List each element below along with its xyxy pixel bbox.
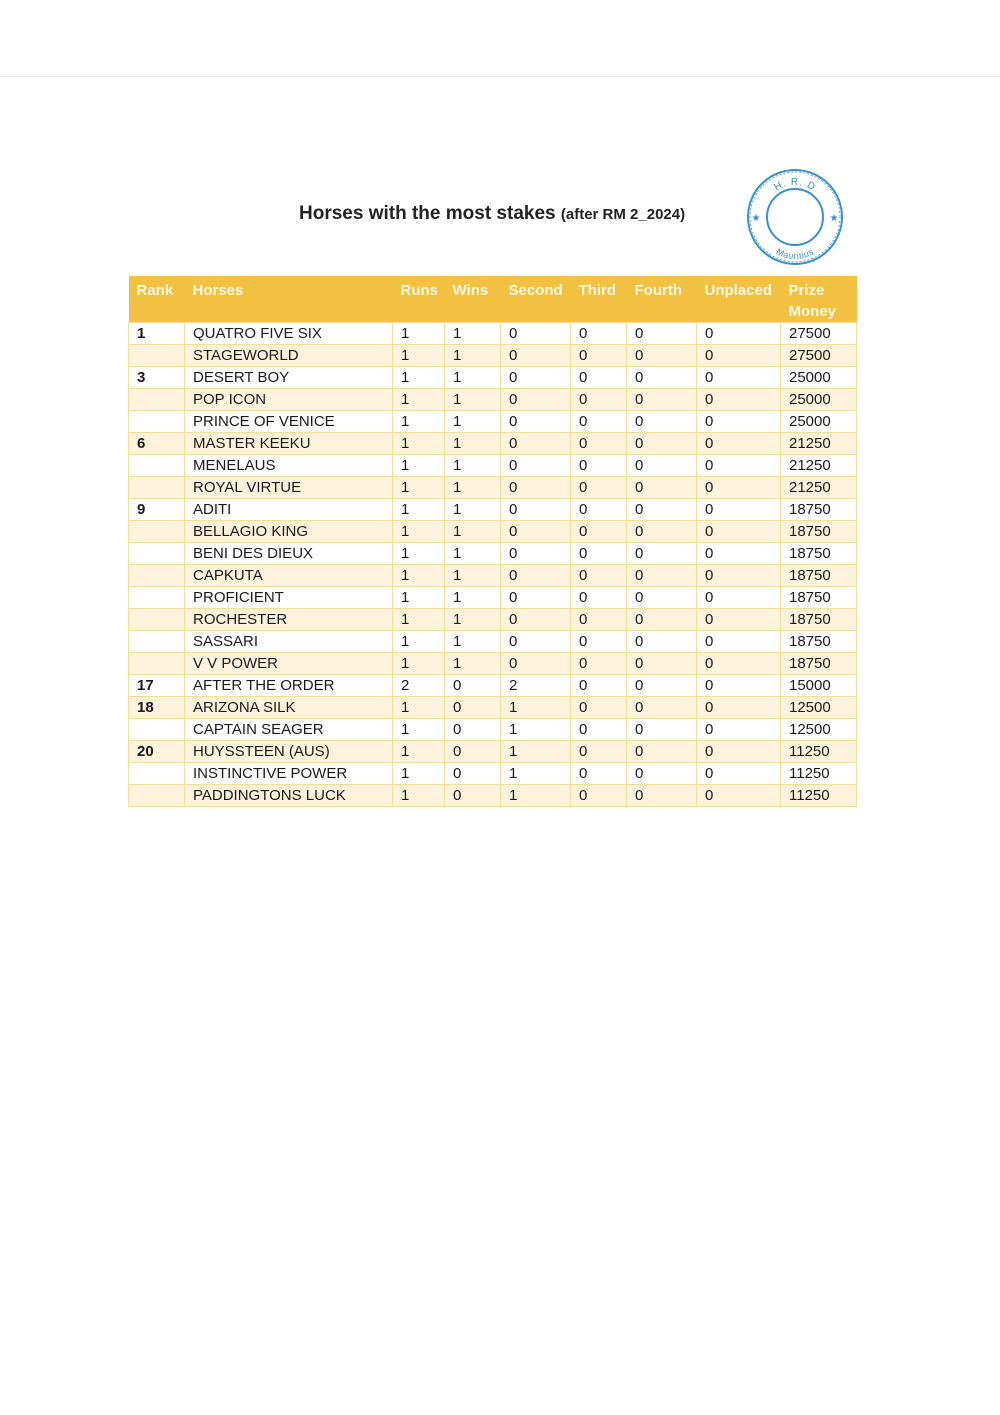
cell-prize: 11250 bbox=[781, 785, 857, 807]
cell-wins: 1 bbox=[445, 323, 501, 345]
cell-third: 0 bbox=[571, 697, 627, 719]
cell-second: 1 bbox=[501, 763, 571, 785]
header-horses: Horses bbox=[185, 276, 393, 323]
cell-horse: CAPKUTA bbox=[185, 565, 393, 587]
cell-second: 0 bbox=[501, 345, 571, 367]
cell-fourth: 0 bbox=[627, 411, 697, 433]
cell-fourth: 0 bbox=[627, 675, 697, 697]
cell-rank bbox=[129, 411, 185, 433]
cell-runs: 1 bbox=[393, 389, 445, 411]
header-prize-line2: Money bbox=[788, 303, 837, 320]
cell-runs: 1 bbox=[393, 565, 445, 587]
cell-unplaced: 0 bbox=[697, 345, 781, 367]
cell-unplaced: 0 bbox=[697, 741, 781, 763]
cell-rank bbox=[129, 521, 185, 543]
cell-wins: 0 bbox=[445, 697, 501, 719]
cell-prize: 25000 bbox=[781, 389, 857, 411]
stamp-star-left-icon: ★ bbox=[751, 213, 761, 224]
cell-runs: 1 bbox=[393, 631, 445, 653]
table-row bbox=[129, 763, 857, 785]
table-row bbox=[129, 587, 857, 609]
cell-horse: PADDINGTONS LUCK bbox=[185, 785, 393, 807]
cell-fourth: 0 bbox=[627, 323, 697, 345]
cell-wins: 0 bbox=[445, 741, 501, 763]
table-row bbox=[129, 785, 857, 807]
cell-second: 0 bbox=[501, 477, 571, 499]
cell-fourth: 0 bbox=[627, 587, 697, 609]
cell-rank bbox=[129, 477, 185, 499]
cell-horse: MENELAUS bbox=[185, 455, 393, 477]
cell-prize: 27500 bbox=[781, 345, 857, 367]
cell-rank bbox=[129, 389, 185, 411]
cell-wins: 1 bbox=[445, 653, 501, 675]
cell-fourth: 0 bbox=[627, 631, 697, 653]
cell-prize: 15000 bbox=[781, 675, 857, 697]
header-third: Third bbox=[571, 276, 627, 323]
cell-prize: 25000 bbox=[781, 411, 857, 433]
cell-prize: 11250 bbox=[781, 741, 857, 763]
cell-rank: 9 bbox=[129, 499, 185, 521]
cell-third: 0 bbox=[571, 741, 627, 763]
cell-unplaced: 0 bbox=[697, 675, 781, 697]
table-row bbox=[129, 367, 857, 389]
cell-prize: 18750 bbox=[781, 565, 857, 587]
cell-third: 0 bbox=[571, 499, 627, 521]
cell-horse: MASTER KEEKU bbox=[185, 433, 393, 455]
cell-unplaced: 0 bbox=[697, 521, 781, 543]
cell-horse: PROFICIENT bbox=[185, 587, 393, 609]
cell-runs: 1 bbox=[393, 609, 445, 631]
cell-unplaced: 0 bbox=[697, 477, 781, 499]
cell-rank bbox=[129, 719, 185, 741]
cell-wins: 0 bbox=[445, 719, 501, 741]
cell-third: 0 bbox=[571, 477, 627, 499]
table-row bbox=[129, 477, 857, 499]
cell-rank bbox=[129, 345, 185, 367]
cell-wins: 1 bbox=[445, 543, 501, 565]
cell-rank: 18 bbox=[129, 697, 185, 719]
cell-prize: 21250 bbox=[781, 433, 857, 455]
cell-second: 1 bbox=[501, 741, 571, 763]
header-prize-line1: Prize bbox=[788, 282, 825, 299]
cell-third: 0 bbox=[571, 785, 627, 807]
cell-runs: 1 bbox=[393, 499, 445, 521]
table-row bbox=[129, 653, 857, 675]
cell-fourth: 0 bbox=[627, 609, 697, 631]
cell-rank bbox=[129, 763, 185, 785]
header-fourth: Fourth bbox=[627, 276, 697, 323]
table-body bbox=[129, 323, 857, 807]
cell-third: 0 bbox=[571, 675, 627, 697]
cell-prize: 11250 bbox=[781, 763, 857, 785]
cell-wins: 1 bbox=[445, 389, 501, 411]
header-rank: Rank bbox=[129, 276, 185, 323]
cell-wins: 0 bbox=[445, 763, 501, 785]
cell-unplaced: 0 bbox=[697, 697, 781, 719]
cell-unplaced: 0 bbox=[697, 367, 781, 389]
page-edge-line bbox=[0, 76, 1000, 77]
cell-second: 0 bbox=[501, 323, 571, 345]
cell-runs: 1 bbox=[393, 477, 445, 499]
cell-prize: 18750 bbox=[781, 631, 857, 653]
cell-third: 0 bbox=[571, 367, 627, 389]
header-prize-money bbox=[781, 276, 857, 323]
cell-runs: 1 bbox=[393, 741, 445, 763]
cell-wins: 0 bbox=[445, 675, 501, 697]
cell-runs: 1 bbox=[393, 653, 445, 675]
cell-wins: 1 bbox=[445, 565, 501, 587]
table-row bbox=[129, 631, 857, 653]
table-header-row bbox=[129, 276, 857, 323]
cell-prize: 25000 bbox=[781, 367, 857, 389]
cell-horse: ARIZONA SILK bbox=[185, 697, 393, 719]
cell-third: 0 bbox=[571, 565, 627, 587]
stamp-top-text: H. R. D bbox=[772, 177, 818, 194]
cell-horse: AFTER THE ORDER bbox=[185, 675, 393, 697]
cell-fourth: 0 bbox=[627, 565, 697, 587]
cell-unplaced: 0 bbox=[697, 785, 781, 807]
cell-unplaced: 0 bbox=[697, 455, 781, 477]
cell-fourth: 0 bbox=[627, 763, 697, 785]
cell-third: 0 bbox=[571, 389, 627, 411]
svg-text:H. R. D bbox=[772, 177, 817, 193]
cell-rank bbox=[129, 653, 185, 675]
header-runs: Runs bbox=[393, 276, 445, 323]
cell-fourth: 0 bbox=[627, 345, 697, 367]
cell-unplaced: 0 bbox=[697, 389, 781, 411]
table-row bbox=[129, 565, 857, 587]
cell-second: 0 bbox=[501, 499, 571, 521]
cell-runs: 1 bbox=[393, 367, 445, 389]
cell-fourth: 0 bbox=[627, 785, 697, 807]
cell-second: 1 bbox=[501, 697, 571, 719]
cell-second: 0 bbox=[501, 609, 571, 631]
cell-wins: 1 bbox=[445, 367, 501, 389]
cell-runs: 1 bbox=[393, 521, 445, 543]
title-main: Horses with the most stakes bbox=[299, 203, 556, 224]
cell-rank: 1 bbox=[129, 323, 185, 345]
cell-unplaced: 0 bbox=[697, 719, 781, 741]
cell-runs: 1 bbox=[393, 785, 445, 807]
table-row bbox=[129, 389, 857, 411]
cell-third: 0 bbox=[571, 323, 627, 345]
cell-fourth: 0 bbox=[627, 477, 697, 499]
cell-horse: BELLAGIO KING bbox=[185, 521, 393, 543]
table-row bbox=[129, 345, 857, 367]
cell-wins: 1 bbox=[445, 631, 501, 653]
cell-wins: 1 bbox=[445, 587, 501, 609]
cell-runs: 1 bbox=[393, 455, 445, 477]
cell-runs: 1 bbox=[393, 433, 445, 455]
cell-runs: 1 bbox=[393, 763, 445, 785]
cell-second: 0 bbox=[501, 433, 571, 455]
cell-horse: V V POWER bbox=[185, 653, 393, 675]
cell-prize: 18750 bbox=[781, 587, 857, 609]
cell-second: 0 bbox=[501, 411, 571, 433]
table-row bbox=[129, 719, 857, 741]
cell-wins: 1 bbox=[445, 609, 501, 631]
cell-rank bbox=[129, 455, 185, 477]
cell-unplaced: 0 bbox=[697, 323, 781, 345]
cell-second: 0 bbox=[501, 543, 571, 565]
cell-prize: 18750 bbox=[781, 609, 857, 631]
cell-third: 0 bbox=[571, 609, 627, 631]
cell-horse: DESERT BOY bbox=[185, 367, 393, 389]
cell-rank bbox=[129, 785, 185, 807]
cell-second: 0 bbox=[501, 565, 571, 587]
cell-wins: 1 bbox=[445, 455, 501, 477]
table-row bbox=[129, 455, 857, 477]
cell-runs: 1 bbox=[393, 345, 445, 367]
cell-prize: 21250 bbox=[781, 477, 857, 499]
table-row bbox=[129, 499, 857, 521]
table-row bbox=[129, 521, 857, 543]
cell-third: 0 bbox=[571, 653, 627, 675]
cell-prize: 18750 bbox=[781, 499, 857, 521]
cell-wins: 1 bbox=[445, 521, 501, 543]
cell-prize: 18750 bbox=[781, 653, 857, 675]
cell-horse: PRINCE OF VENICE bbox=[185, 411, 393, 433]
cell-third: 0 bbox=[571, 521, 627, 543]
table-row bbox=[129, 675, 857, 697]
cell-prize: 18750 bbox=[781, 521, 857, 543]
cell-prize: 27500 bbox=[781, 323, 857, 345]
cell-runs: 1 bbox=[393, 719, 445, 741]
cell-fourth: 0 bbox=[627, 719, 697, 741]
table-row bbox=[129, 697, 857, 719]
cell-runs: 1 bbox=[393, 543, 445, 565]
cell-horse: BENI DES DIEUX bbox=[185, 543, 393, 565]
table-row bbox=[129, 741, 857, 763]
cell-horse: POP ICON bbox=[185, 389, 393, 411]
cell-horse: INSTINCTIVE POWER bbox=[185, 763, 393, 785]
cell-second: 0 bbox=[501, 389, 571, 411]
cell-rank: 20 bbox=[129, 741, 185, 763]
table-row bbox=[129, 609, 857, 631]
cell-fourth: 0 bbox=[627, 741, 697, 763]
cell-second: 1 bbox=[501, 719, 571, 741]
cell-fourth: 0 bbox=[627, 543, 697, 565]
cell-unplaced: 0 bbox=[697, 565, 781, 587]
cell-unplaced: 0 bbox=[697, 763, 781, 785]
svg-text:Mauritius bbox=[775, 246, 816, 261]
cell-horse: SASSARI bbox=[185, 631, 393, 653]
header-second: Second bbox=[501, 276, 571, 323]
cell-fourth: 0 bbox=[627, 653, 697, 675]
cell-fourth: 0 bbox=[627, 389, 697, 411]
cell-horse: QUATRO FIVE SIX bbox=[185, 323, 393, 345]
cell-rank bbox=[129, 565, 185, 587]
cell-wins: 1 bbox=[445, 477, 501, 499]
cell-rank bbox=[129, 631, 185, 653]
cell-unplaced: 0 bbox=[697, 411, 781, 433]
cell-second: 0 bbox=[501, 631, 571, 653]
cell-runs: 1 bbox=[393, 411, 445, 433]
cell-second: 0 bbox=[501, 455, 571, 477]
cell-third: 0 bbox=[571, 455, 627, 477]
cell-third: 0 bbox=[571, 719, 627, 741]
cell-second: 0 bbox=[501, 653, 571, 675]
cell-third: 0 bbox=[571, 587, 627, 609]
cell-fourth: 0 bbox=[627, 433, 697, 455]
cell-rank: 3 bbox=[129, 367, 185, 389]
cell-third: 0 bbox=[571, 433, 627, 455]
stakes-table bbox=[128, 276, 857, 807]
cell-rank bbox=[129, 609, 185, 631]
stamp-bottom-text: Mauritius bbox=[774, 246, 816, 262]
table-row bbox=[129, 411, 857, 433]
cell-third: 0 bbox=[571, 345, 627, 367]
cell-unplaced: 0 bbox=[697, 433, 781, 455]
cell-unplaced: 0 bbox=[697, 631, 781, 653]
cell-wins: 1 bbox=[445, 433, 501, 455]
document-title bbox=[299, 203, 685, 225]
cell-fourth: 0 bbox=[627, 697, 697, 719]
cell-wins: 1 bbox=[445, 499, 501, 521]
cell-horse: ROCHESTER bbox=[185, 609, 393, 631]
cell-rank: 6 bbox=[129, 433, 185, 455]
cell-runs: 2 bbox=[393, 675, 445, 697]
cell-third: 0 bbox=[571, 411, 627, 433]
cell-fourth: 0 bbox=[627, 521, 697, 543]
cell-unplaced: 0 bbox=[697, 499, 781, 521]
cell-unplaced: 0 bbox=[697, 543, 781, 565]
cell-horse: ADITI bbox=[185, 499, 393, 521]
cell-fourth: 0 bbox=[627, 455, 697, 477]
cell-second: 0 bbox=[501, 521, 571, 543]
table-row bbox=[129, 543, 857, 565]
title-subtitle: (after RM 2_2024) bbox=[560, 206, 686, 223]
cell-unplaced: 0 bbox=[697, 653, 781, 675]
cell-runs: 1 bbox=[393, 587, 445, 609]
table-row bbox=[129, 433, 857, 455]
cell-rank: 17 bbox=[129, 675, 185, 697]
cell-fourth: 0 bbox=[627, 367, 697, 389]
cell-horse: CAPTAIN SEAGER bbox=[185, 719, 393, 741]
cell-second: 0 bbox=[501, 587, 571, 609]
header-wins: Wins bbox=[445, 276, 501, 323]
cell-horse: STAGEWORLD bbox=[185, 345, 393, 367]
cell-prize: 12500 bbox=[781, 719, 857, 741]
cell-unplaced: 0 bbox=[697, 609, 781, 631]
cell-rank bbox=[129, 543, 185, 565]
cell-prize: 18750 bbox=[781, 543, 857, 565]
cell-wins: 0 bbox=[445, 785, 501, 807]
cell-unplaced: 0 bbox=[697, 587, 781, 609]
cell-horse: HUYSSTEEN (AUS) bbox=[185, 741, 393, 763]
cell-second: 0 bbox=[501, 367, 571, 389]
cell-third: 0 bbox=[571, 543, 627, 565]
cell-runs: 1 bbox=[393, 697, 445, 719]
hrd-stamp-icon bbox=[743, 167, 847, 267]
cell-third: 0 bbox=[571, 631, 627, 653]
stamp-star-right-icon: ★ bbox=[829, 213, 839, 224]
cell-third: 0 bbox=[571, 763, 627, 785]
cell-runs: 1 bbox=[393, 323, 445, 345]
cell-second: 1 bbox=[501, 785, 571, 807]
cell-second: 2 bbox=[501, 675, 571, 697]
cell-wins: 1 bbox=[445, 345, 501, 367]
cell-rank bbox=[129, 587, 185, 609]
cell-horse: ROYAL VIRTUE bbox=[185, 477, 393, 499]
header-unplaced: Unplaced bbox=[697, 276, 781, 323]
cell-prize: 21250 bbox=[781, 455, 857, 477]
table-row bbox=[129, 323, 857, 345]
cell-prize: 12500 bbox=[781, 697, 857, 719]
cell-fourth: 0 bbox=[627, 499, 697, 521]
cell-wins: 1 bbox=[445, 411, 501, 433]
